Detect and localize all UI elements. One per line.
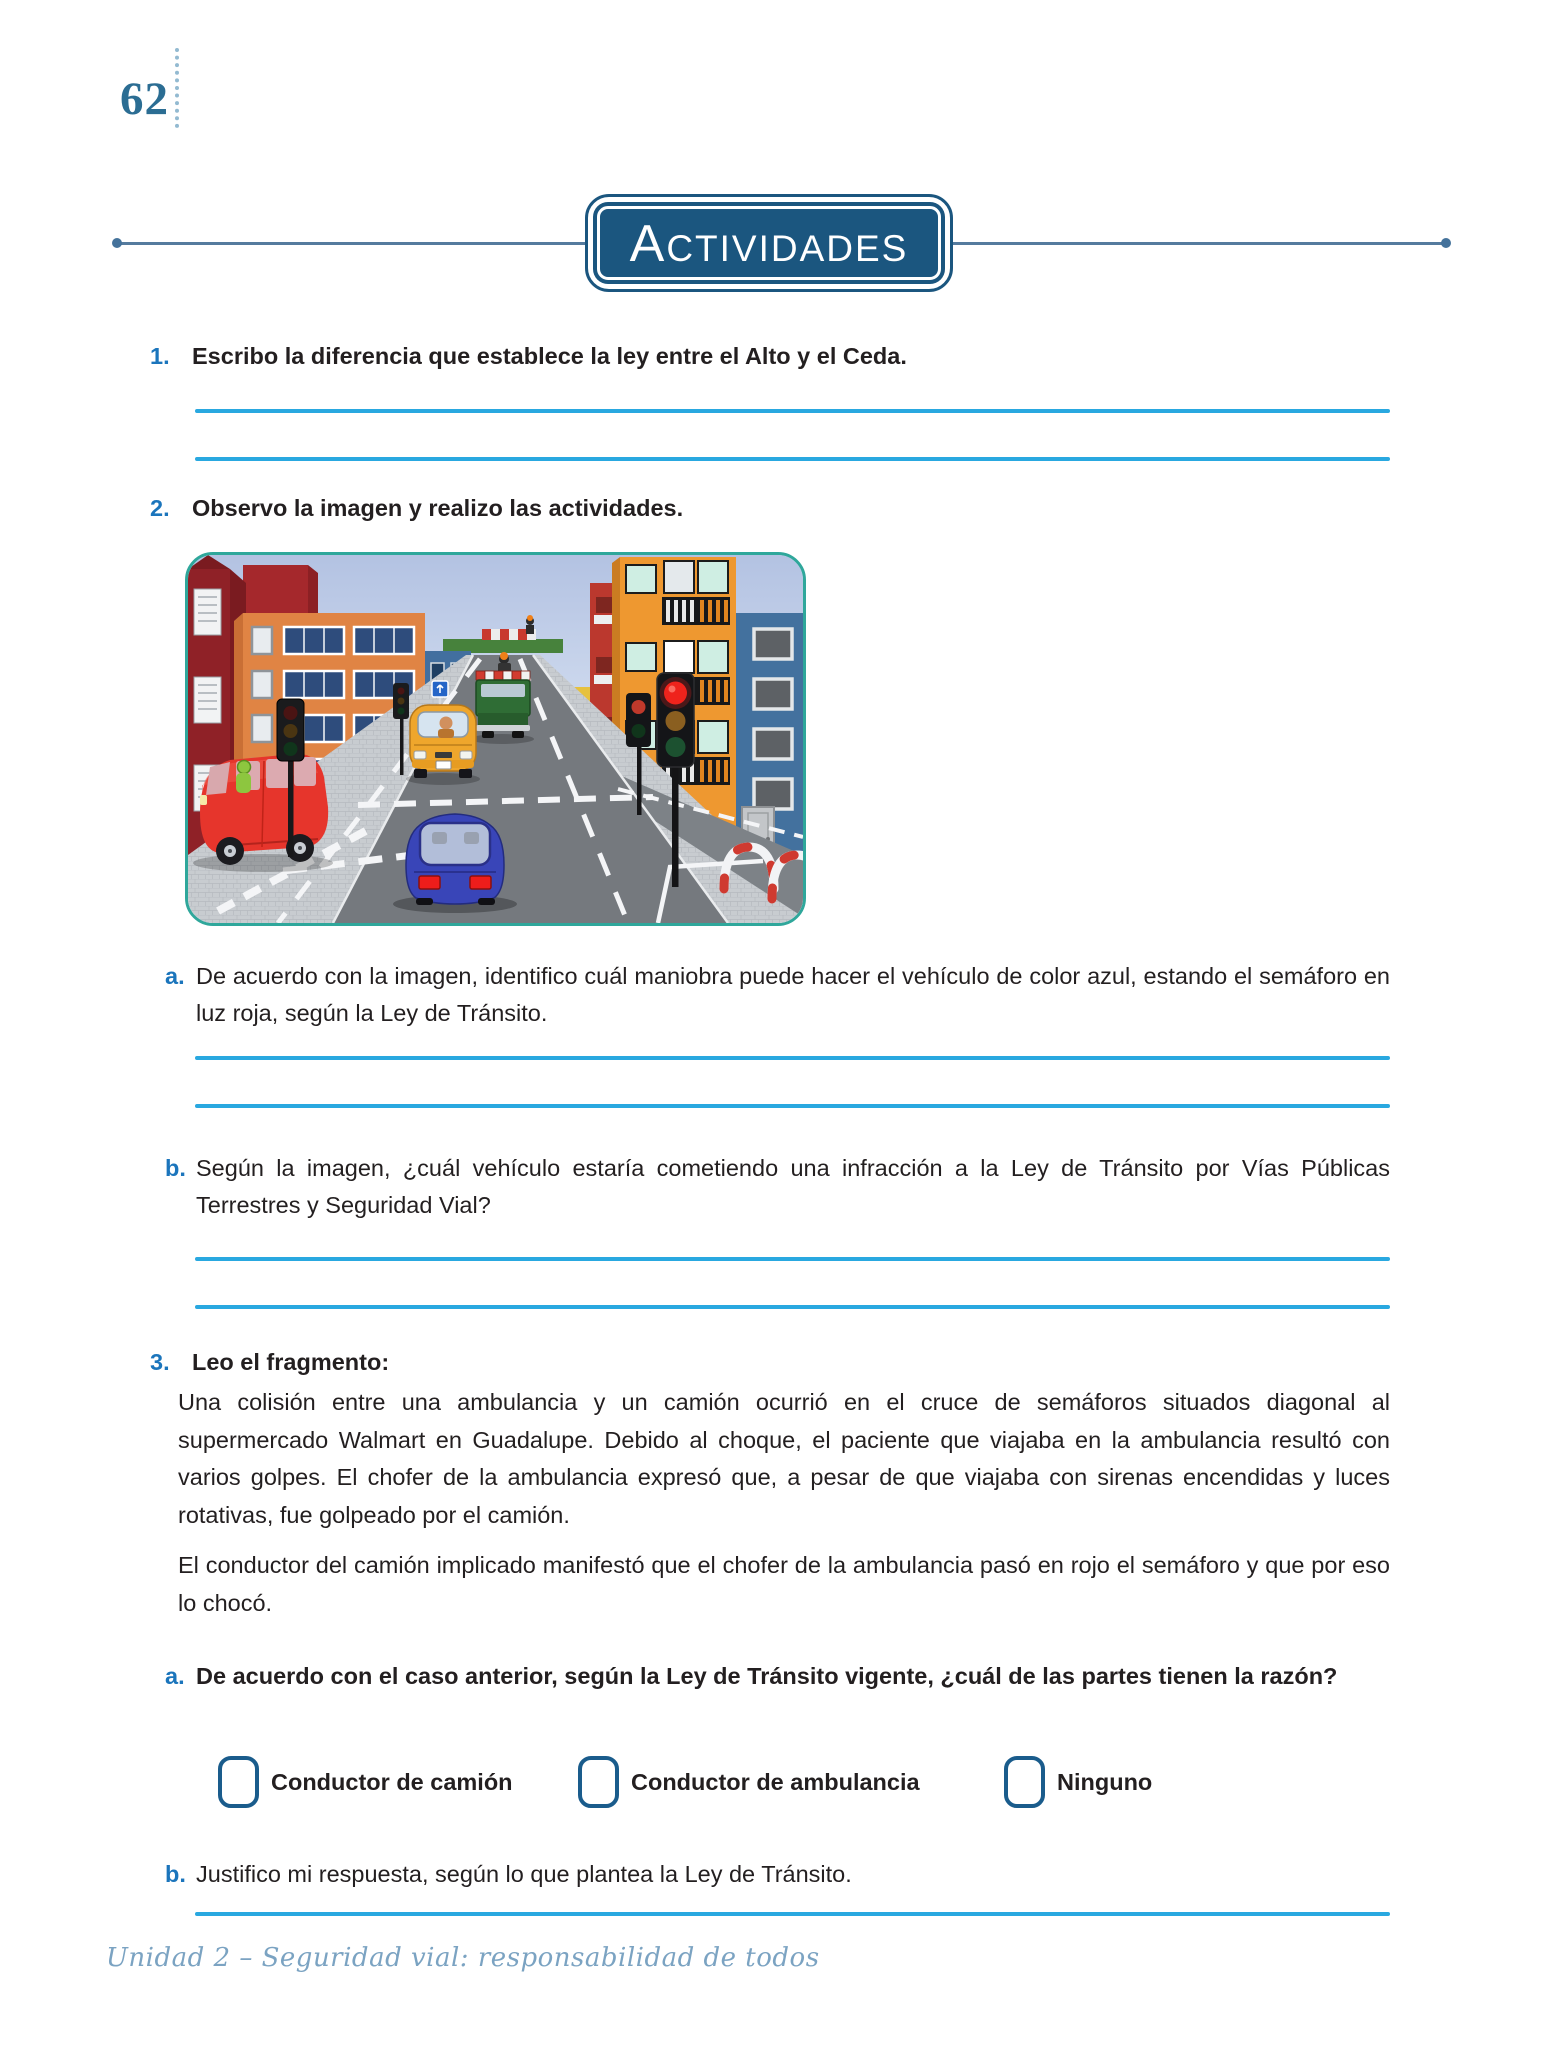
option-conductor-camion [218,1756,513,1808]
dotted-divider [175,48,179,128]
question-3a-text: De acuerdo con el caso anterior, según la Ley de Tránsito vigente, ¿cuál de las partes tienen la razón? [196,1663,1338,1689]
rule-dot-left [112,238,122,248]
option-label: Ninguno [1057,1768,1153,1795]
question-2b [165,1150,1390,1224]
yellow-car [406,705,480,785]
question-2a [165,958,1390,1032]
question-2b-marker: b. [165,1155,186,1181]
question-1-marker: 1. [150,343,170,369]
option-checkbox[interactable] [1004,1756,1045,1808]
banner-title: ACTIVIDADES [629,215,909,273]
question-2a-text: De acuerdo con la imagen, identifico cuál maniobra puede hacer el vehículo de color azul, estando el semáforo en luz roja, según la Ley de Tránsito. [196,963,1390,1026]
answer-line[interactable] [195,1104,1390,1108]
question-3a-marker: a. [165,1663,185,1689]
question-2b-text: Según la imagen, ¿cuál vehículo estaría cometiendo una infracción a la Ley de Tránsito por Vías Públicas Terrestres y Seguridad Vial? [196,1155,1390,1218]
question-3b [165,1856,1390,1893]
question-3b-text: Justifico mi respuesta, según lo que plantea la Ley de Tránsito. [196,1861,852,1887]
fragment-paragraph-2: El conductor del camión implicado manifestó que el chofer de la ambulancia pasó en rojo el semáforo y que por eso lo chocó. [178,1552,1390,1616]
street-scene-svg [188,555,803,923]
option-checkbox[interactable] [218,1756,259,1808]
option-checkbox[interactable] [578,1756,619,1808]
option-conductor-ambulancia [578,1756,920,1808]
question-3-marker: 3. [150,1349,170,1375]
question-3 [150,1344,1390,1381]
question-3b-marker: b. [165,1861,186,1887]
question-2-text: Observo la imagen y realizo las actividades. [192,495,684,521]
question-2-marker: 2. [150,495,170,521]
question-3-text: Leo el fragmento: [192,1349,390,1375]
page-number: 62 [120,73,169,125]
option-ninguno [1004,1756,1152,1808]
activities-banner [585,194,953,292]
answer-line[interactable] [195,1305,1390,1309]
answer-line[interactable] [195,409,1390,413]
fragment-paragraph-1: Una colisión entre una ambulancia y un camión ocurrió en el cruce de semáforos situados diagonal al supermercado Walmart en Guadalupe. Debido al choque, el paciente que viajaba en la ambulancia resultó con varios golpes. El chofer de la ambulancia expresó que, a pesar de que viajaba con sirenas encendidas y luces rotativas, fue golpeado por el camión. [178,1389,1390,1528]
unit-footer: Unidad 2 – Seguridad vial: responsabilidad de todos [106,1943,820,1973]
answer-options-row [0,1756,1564,1808]
option-label: Conductor de camión [271,1768,513,1795]
question-1 [150,338,1390,375]
question-2 [150,490,1390,527]
answer-line[interactable] [195,1912,1390,1916]
answer-line[interactable] [195,457,1390,461]
rule-dot-right [1441,238,1451,248]
question-1-text: Escribo la diferencia que establece la ley entre el Alto y el Ceda. [192,343,907,369]
option-label: Conductor de ambulancia [631,1768,920,1795]
street-scene-illustration [185,552,806,926]
question-3a [165,1658,1390,1695]
question-2a-marker: a. [165,963,185,989]
answer-line[interactable] [195,1257,1390,1261]
answer-line[interactable] [195,1056,1390,1060]
